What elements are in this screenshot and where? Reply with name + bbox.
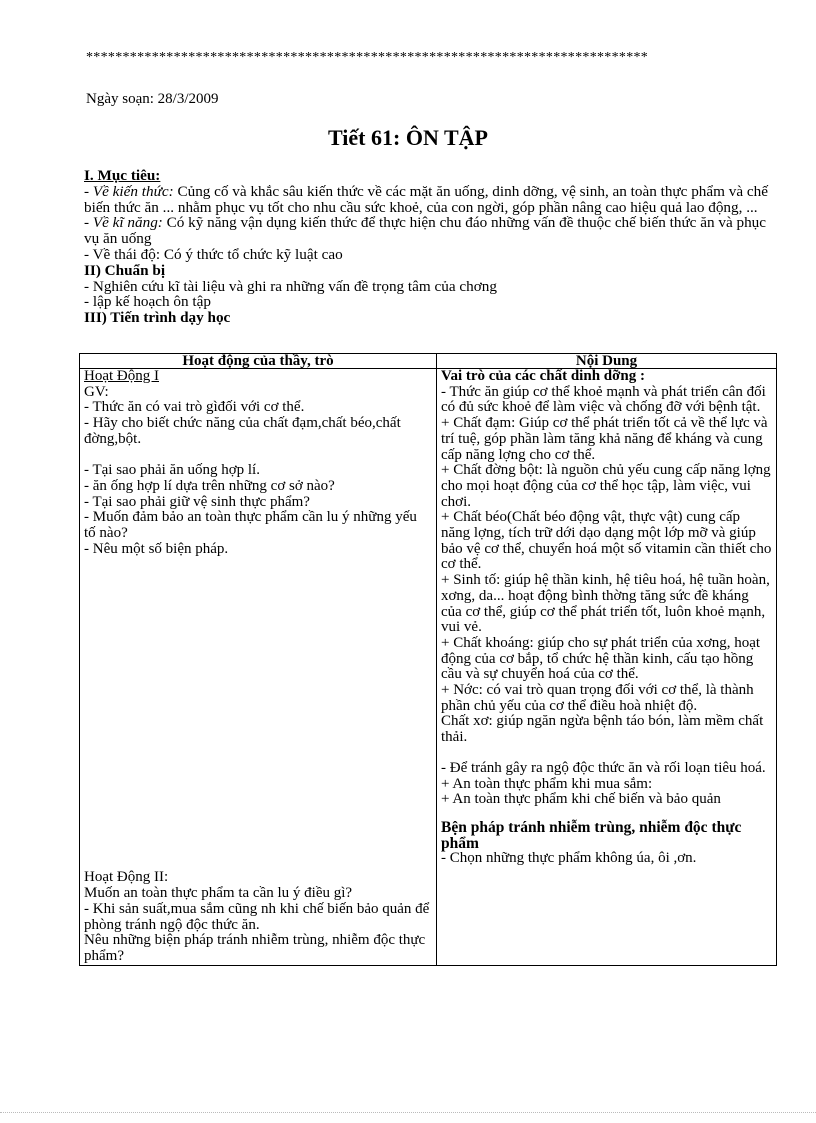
activities-cell (80, 369, 437, 966)
spacer (84, 557, 432, 870)
skill-text: Có kỹ năng vận dụng kiến thức để thực hiện chu đáo những vấn đề thuộc chế biến thức ăn và phục vụ ăn uống (84, 214, 766, 248)
page-bottom-edge (0, 1112, 816, 1113)
page-title: Tiết 61: ÔN TẬP (328, 125, 488, 150)
preparation-item: - Nghiên cứu kĩ tài liệu và ghi ra những vấn đề trọng tâm của chơng (84, 277, 497, 295)
activity2-line: Muốn an toàn thực phẩm ta cần lu ý điều gì? (84, 885, 353, 902)
role-line: Chất xơ: giúp ngăn ngừa bệnh táo bón, làm mềm chất thải. (441, 713, 764, 746)
table-row (80, 369, 777, 966)
activity1-line: - Tại sao phải ăn uống hợp lí. (84, 462, 260, 479)
skill-label: - Về kĩ năng: (84, 214, 163, 232)
activity2-line: - Khi sản suất,mua sắm cũng nh khi chế biến bảo quản để phòng tránh ngộ độc thức ăn. (84, 900, 430, 933)
lesson-table (79, 353, 777, 966)
skill-objective (84, 215, 784, 247)
role-heading: Vai trò của các chất dinh dỡng : (441, 368, 646, 384)
spacer (441, 746, 772, 761)
prep-date: Ngày soạn: 28/3/2009 (86, 91, 219, 107)
procedure-heading: III) Tiến trình dạy học (84, 309, 231, 327)
activity2-title: Hoạt Động II: (84, 869, 169, 886)
activity1-line: GV: (84, 383, 109, 400)
role-line: + Chất đạm: Giúp cơ thể phát triển tốt cả về thể lực và trí tuệ, góp phần làm tăng khả năng để kháng và cung cấp năng lợng cho cơ thể. (441, 415, 768, 463)
col-content-header: Nội Dung (437, 354, 777, 369)
measures-line: - Chọn những thực phẩm không úa, ôi ,ơn. (441, 850, 697, 867)
safety-line: - Để tránh gây ra ngộ độc thức ăn và rối loạn tiêu hoá. (441, 759, 766, 776)
activity1-line: - Muốn đảm bảo an toàn thực phẩm cần lu ý những yếu tố nào? (84, 509, 417, 542)
preparation-item: - lập kế hoạch ôn tập (84, 293, 211, 311)
preparation-heading: II) Chuẩn bị (84, 261, 166, 279)
objectives-heading: I. Mục tiêu: (84, 167, 161, 184)
activity1-line: - Thức ăn có vai trò gìđối với cơ thể. (84, 399, 305, 416)
content-cell (437, 369, 777, 966)
activity1-line: - Tại sao phải giữ vệ sinh thực phẩm? (84, 493, 310, 510)
safety-line: + An toàn thực phẩm khi mua sắm: (441, 775, 653, 792)
star-separator: ***************************************************************************** (86, 50, 649, 65)
activity2-line: Nêu những biện pháp tránh nhiễm trùng, nhiễm độc thực phẩm? (84, 932, 426, 964)
role-line: - Thức ăn giúp cơ thể khoẻ mạnh và phát triển cân đối có đủ sức khoẻ để làm việc và chống đỡ với bệnh tật. (441, 383, 766, 416)
knowledge-objective (84, 184, 784, 216)
attitude-objective: - Về thái độ: Có ý thức tổ chức kỹ luật cao (84, 245, 343, 263)
role-line: + Chất béo(Chất béo động vật, thực vật) cung cấp năng lợng, tích trữ dới dạo dạng một lớp mỡ và giúp bảo vệ cơ thể, chuyển hoá một số vitamin cần thiết cho cơ thể. (441, 509, 772, 573)
table-header-row (80, 354, 777, 369)
knowledge-text: Củng cố và khắc sâu kiến thức về các mặt ăn uống, dinh dỡng, vệ sinh, an toàn thực phẩm và chế biến thức ăn ... nhằm phục vụ tốt cho nhu cầu sức khoẻ, của con ngời, góp phần nâng cao hiệu quả lao động, ... (84, 182, 768, 216)
role-line: + Nớc: có vai trò quan trọng đối với cơ thể, là thành phần chủ yếu của cơ thể điều hoà nhiệt độ. (441, 682, 754, 714)
role-line: + Sinh tố: giúp hệ thần kinh, hệ tiêu hoá, hệ tuần hoàn, xơng, da... hoạt động bình thờng tăng sức đề kháng của cơ thể, giúp cơ thể phát triển tốt, luôn khoẻ mạnh, vui vẻ. (441, 572, 770, 636)
safety-line: + An toàn thực phẩm khi chế biến và bảo quản (441, 791, 721, 808)
activity1-line: - Nêu một số biện pháp. (84, 540, 229, 557)
role-line: + Chất khoáng: giúp cho sự phát triển của xơng, hoạt động của cơ bắp, tổ chức hệ thần kinh, cấu tạo hồng cầu và sự chuyển hoá của cơ thể. (441, 634, 761, 683)
spacer (84, 448, 432, 464)
role-line: + Chất đờng bột: là nguồn chủ yếu cung cấp năng lợng cho mọi hoạt động của cơ thể học tập, làm việc, vui chơi. (441, 462, 771, 510)
activity1-line: - ăn ống hợp lí dựa trên những cơ sở nào? (84, 477, 335, 494)
activity1-line: - Hãy cho biết chức năng của chất đạm,chất béo,chất đờng,bột. (84, 415, 401, 447)
knowledge-label: - Về kiến thức: (84, 182, 174, 200)
col-activities-header: Hoạt động của thầy, trò (80, 354, 437, 369)
activity1-title: Hoạt Động I (84, 368, 159, 384)
section-objectives (84, 168, 784, 326)
measures-heading: Bện pháp tránh nhiễm trùng, nhiễm độc thực phẩm (441, 818, 742, 852)
